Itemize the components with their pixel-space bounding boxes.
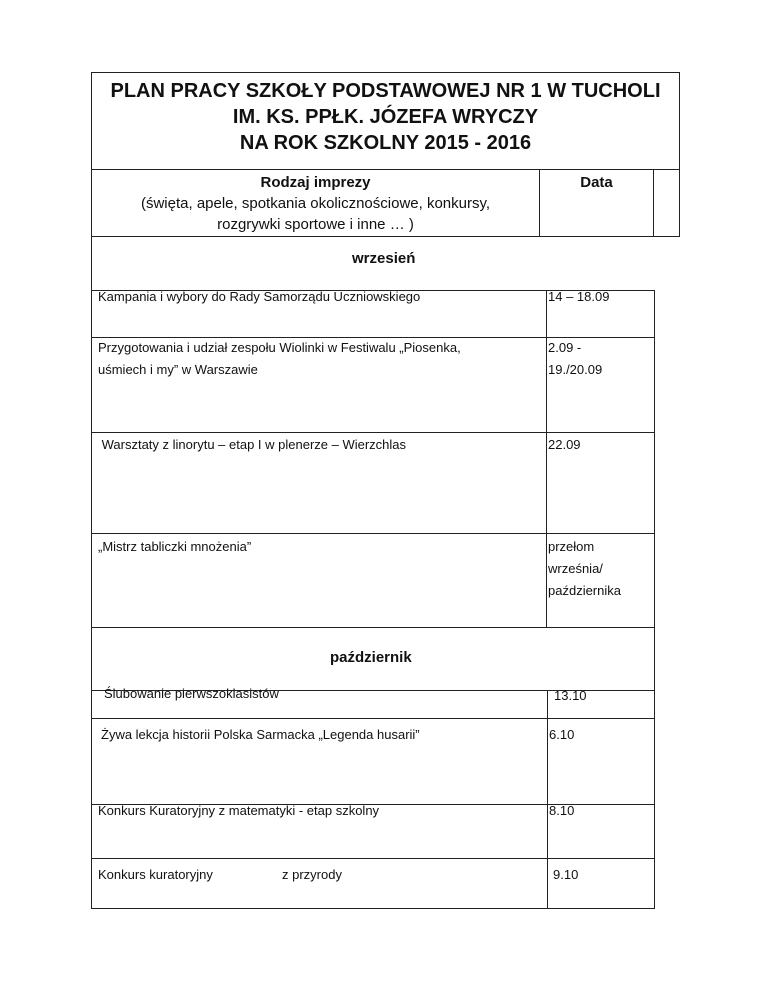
page-title — [91, 78, 680, 156]
sept-row-3-date: 22.09 — [548, 437, 581, 452]
month-september: wrzesień — [352, 250, 416, 267]
oct-row-2-event: Żywa lekcja historii Polska Sarmacka „Legenda husarii” — [101, 727, 420, 742]
oct-row-2-date: 6.10 — [549, 727, 575, 742]
sept-row-2-date-line-2: 19./20.09 — [548, 362, 603, 377]
event-header-title: Rodzaj imprezy — [260, 174, 371, 191]
oct-row-1-date: 13.10 — [554, 688, 587, 703]
oct-row-4-event-a: Konkurs kuratoryjny — [98, 867, 213, 882]
oct-row-4-event-b: z przyrody — [282, 867, 342, 882]
event-header-sub-1: (święta, apele, spotkania okolicznościowe, konkursy, — [140, 195, 491, 212]
title-line-2: IM. KS. PPŁK. JÓZEFA WRYCZY — [232, 106, 539, 128]
sept-row-1-event: Kampania i wybory do Rady Samorządu Uczniowskiego — [98, 289, 421, 304]
oct-row-4-date: 9.10 — [553, 867, 579, 882]
sept-row-3-event: Warsztaty z linorytu – etap I w plenerze – Wierzchlas — [98, 437, 407, 452]
sept-row-4-date-line-1: przełom — [548, 539, 595, 554]
title-line-1: PLAN PRACY SZKOŁY PODSTAWOWEJ NR 1 W TUCHOLI — [110, 80, 661, 102]
event-column-header — [92, 172, 539, 235]
date-column-header: Data — [580, 174, 613, 191]
oct-row-3-date: 8.10 — [549, 803, 575, 818]
sept-row-1-date: 14 – 18.09 — [548, 289, 610, 304]
title-line-3: NA ROK SZKOLNY 2015 - 2016 — [239, 132, 532, 154]
month-october: październik — [330, 649, 412, 666]
event-header-sub-2: rozgrywki sportowe i inne … ) — [217, 216, 414, 233]
sept-row-2-event-line-1: Przygotowania i udział zespołu Wiolinki w Festiwalu „Piosenka, — [98, 340, 461, 355]
sept-row-4-date-line-2: września/ — [548, 561, 603, 576]
sept-row-2-date-line-1: 2.09 - — [548, 340, 582, 355]
sept-row-4-date-line-3: października — [548, 583, 621, 598]
oct-row-1-event: Ślubowanie pierwszoklasistów — [104, 686, 279, 701]
sept-row-4-event: „Mistrz tabliczki mnożenia” — [98, 539, 252, 554]
sept-row-2-event-line-2: uśmiech i my” w Warszawie — [98, 362, 258, 377]
oct-row-3-event: Konkurs Kuratoryjny z matematyki - etap szkolny — [98, 803, 380, 818]
